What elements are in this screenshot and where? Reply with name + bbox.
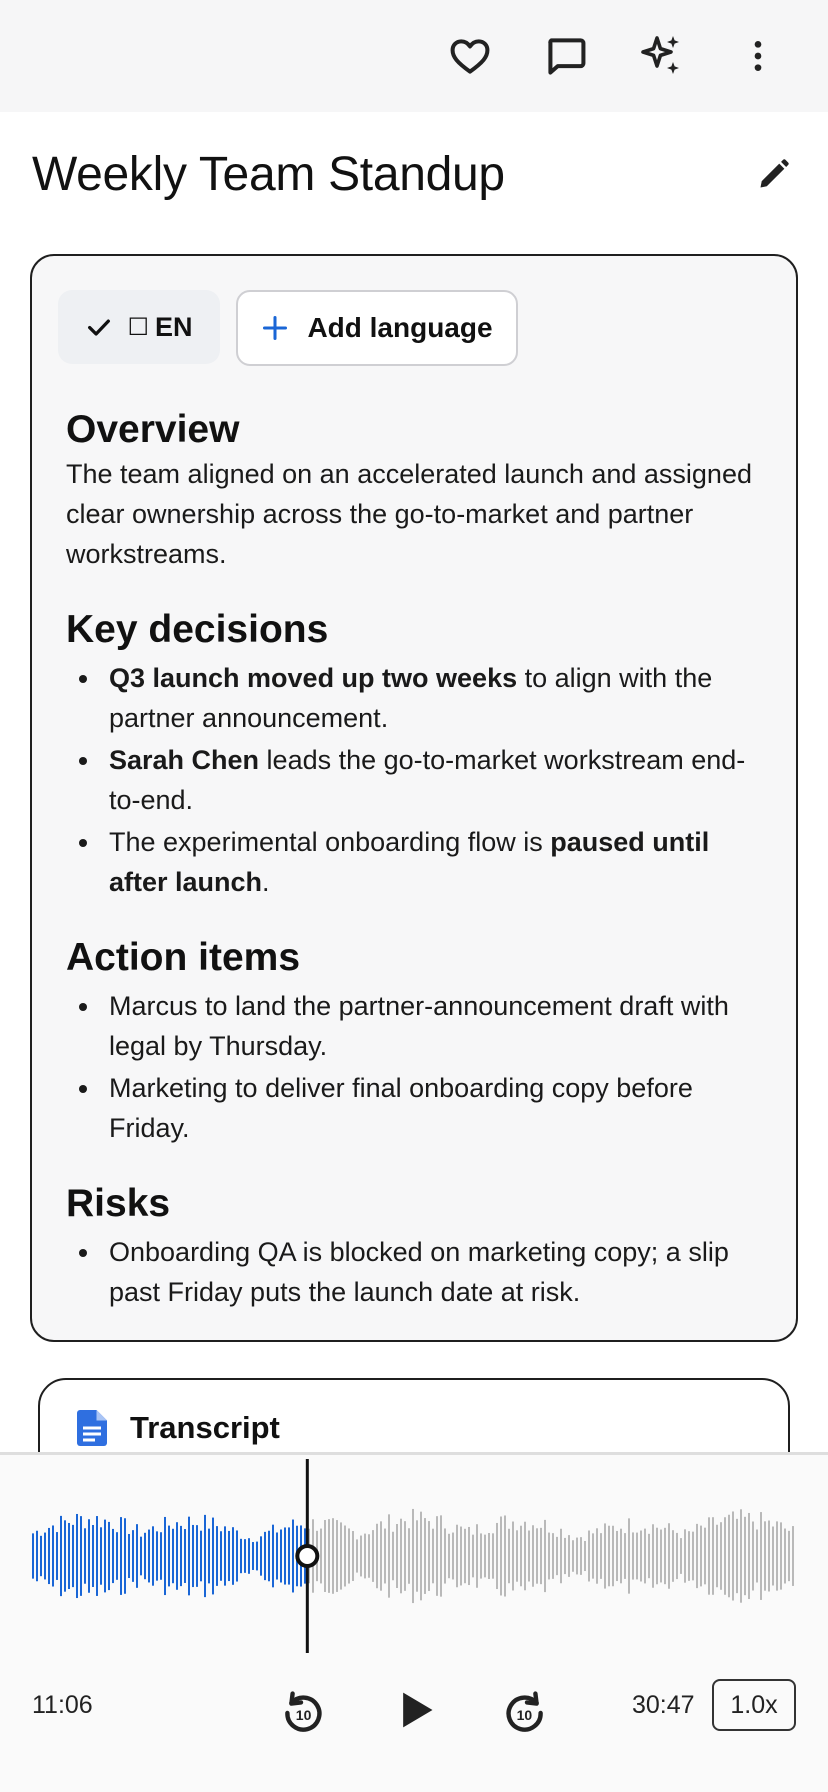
- pencil-icon: [756, 156, 792, 192]
- page-title: Weekly Team Standup: [32, 147, 505, 201]
- check-icon: [85, 313, 113, 341]
- total-time: 30:47: [632, 1691, 695, 1719]
- rewind-10-button[interactable]: [268, 1675, 338, 1745]
- summary-body: [66, 406, 772, 1314]
- top-app-bar: [0, 0, 828, 112]
- add-language-button[interactable]: [236, 290, 518, 366]
- forward-10-icon: [501, 1686, 549, 1734]
- audio-player: [0, 1452, 828, 1792]
- actions-list: [66, 986, 772, 1148]
- risks-heading: Risks: [66, 1182, 171, 1225]
- language-chip-en[interactable]: [58, 290, 220, 364]
- actions-heading: Action items: [66, 936, 301, 979]
- language-chip-label: EN: [155, 311, 193, 342]
- forward-10-button[interactable]: [490, 1675, 560, 1745]
- list-item: Q3 launch moved up two weeks to align with the partner announcement.: [66, 658, 772, 738]
- language-chips: [58, 290, 518, 366]
- plus-icon: [261, 314, 289, 342]
- playback-speed-button[interactable]: 1.0x: [712, 1679, 796, 1731]
- risks-list: [66, 1232, 772, 1312]
- overview-heading: Overview: [66, 408, 240, 451]
- decisions-heading: Key decisions: [66, 608, 329, 651]
- edit-title-button[interactable]: [746, 146, 802, 202]
- list-item: Sarah Chen leads the go-to-market workstream end-to-end.: [66, 740, 772, 820]
- overview-text: The team aligned on an accelerated launch and assigned clear ownership across the go-to-market and partner workstreams.: [66, 459, 752, 569]
- forward-amount: 10: [516, 1707, 533, 1723]
- add-language-label: Add language: [307, 312, 493, 343]
- language-flag: ☐: [127, 313, 149, 341]
- current-time: 11:06: [32, 1691, 93, 1719]
- list-item: Marcus to land the partner-announcement draft with legal by Thursday.: [66, 986, 772, 1066]
- transcript-card[interactable]: [38, 1378, 790, 1452]
- playback-controls: [0, 1665, 828, 1755]
- list-item: Onboarding QA is blocked on marketing copy; a slip past Friday puts the launch date at risk.: [66, 1232, 772, 1312]
- play-icon: [394, 1688, 438, 1732]
- main-content: [0, 112, 828, 1452]
- playhead-knob[interactable]: [297, 1546, 317, 1566]
- transcript-label: Transcript: [130, 1410, 280, 1445]
- comment-icon: [544, 34, 588, 78]
- document-icon: [76, 1410, 108, 1446]
- summary-card: [30, 254, 798, 1342]
- more-vert-icon: [738, 36, 778, 76]
- more-options-button[interactable]: [710, 8, 806, 104]
- favorite-button[interactable]: [422, 8, 518, 104]
- heart-icon: [448, 34, 492, 78]
- ai-assist-button[interactable]: [614, 8, 710, 104]
- decisions-list: [66, 658, 772, 902]
- list-item: Marketing to deliver final onboarding copy before Friday.: [66, 1068, 772, 1148]
- sparkle-icon: [638, 32, 686, 80]
- waveform-scrubber[interactable]: [0, 1455, 828, 1655]
- title-row: [32, 142, 802, 206]
- comment-button[interactable]: [518, 8, 614, 104]
- rewind-amount: 10: [295, 1707, 312, 1723]
- play-button[interactable]: [381, 1675, 451, 1745]
- rewind-10-icon: [279, 1686, 327, 1734]
- list-item: The experimental onboarding flow is paused until after launch.: [66, 822, 772, 902]
- transcript-header: [76, 1410, 280, 1446]
